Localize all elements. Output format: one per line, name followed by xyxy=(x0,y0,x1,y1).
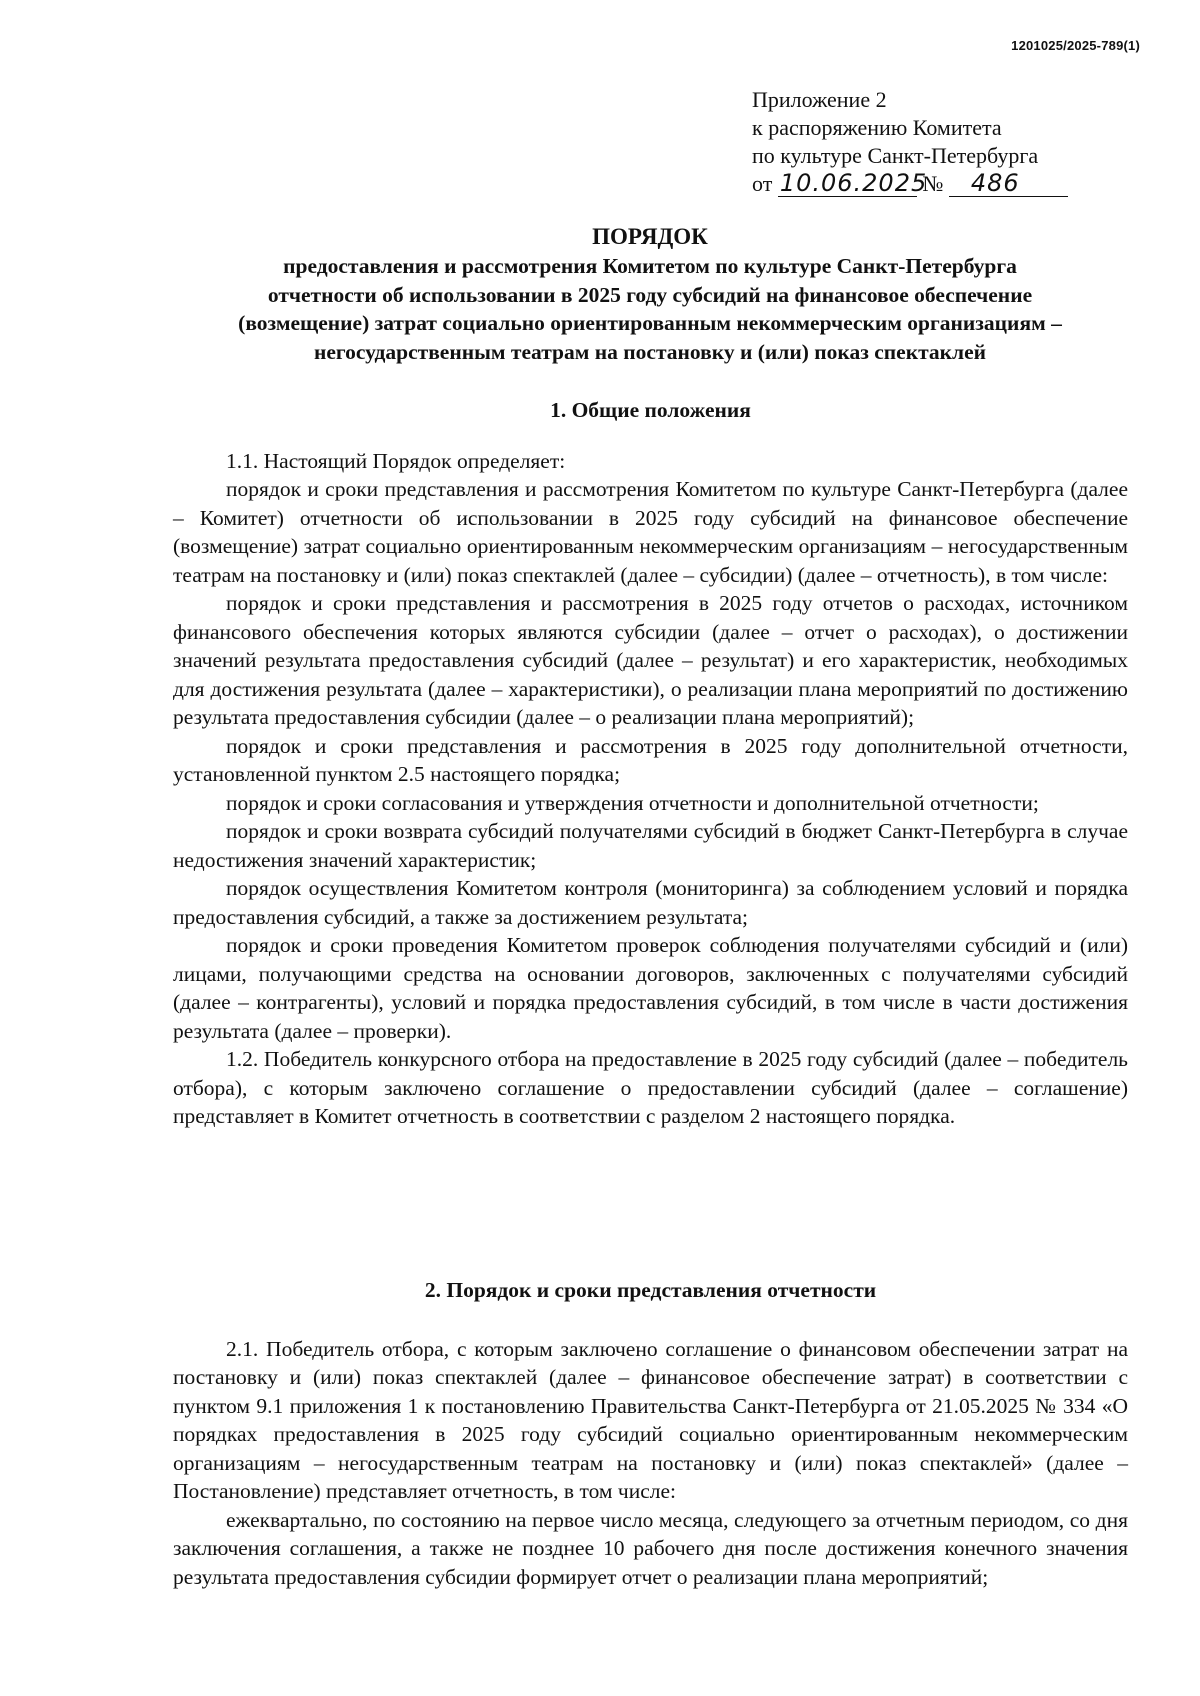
paragraph: порядок и сроки согласования и утверждения отчетности и дополнительной отчетности; xyxy=(226,790,1039,815)
paragraph: порядок и сроки проведения Комитетом проверок соблюдения получателями субсидий и (или) лицами, получающими средства на основании договоров, заключенных с получателями субсидий (далее – контрагенты), условий и порядка предоставления субсидий, в том числе в части достижения результата (далее – проверки). xyxy=(173,933,1128,1043)
paragraph: порядок и сроки представления и рассмотрения Комитетом по культуре Санкт-Петербурга (далее – Комитет) отчетности об использовании в 2025 году субсидий на финансовое обеспечение (возмещение) затрат социально ориентированным некоммерческим организациям – негосударственным театрам на постановку и (или) показ спектаклей (далее – субсидии) (далее – отчетность), в том числе: xyxy=(173,477,1128,587)
title-sub-line: (возмещение) затрат социально ориентированным некоммерческим организациям – xyxy=(238,311,1062,335)
appendix-block xyxy=(752,86,1068,198)
title-sub-line: отчетности об использовании в 2025 году субсидий на финансовое обеспечение xyxy=(267,282,1033,307)
appendix-prefix: от xyxy=(752,171,773,196)
appendix-line-3: по культуре Санкт-Петербурга xyxy=(752,143,1039,168)
section-1-heading: 1. Общие положения xyxy=(550,398,751,422)
paragraph: порядок и сроки представления и рассмотрения в 2025 году дополнительной отчетности, установленной пунктом 2.5 настоящего порядка; xyxy=(173,733,1128,786)
paragraph: порядок и сроки представления и рассмотрения в 2025 году отчетов о расходах, источником финансового обеспечения которых являются субсидии (далее – отчет о расходах), о достижении значений результата предоставления субсидий (далее – результат) и его характеристик, необходимых для достижения результата (далее – характеристики), о реализации плана мероприятий по достижению результата предоставления субсидии (далее – о реализации плана мероприятий); xyxy=(173,591,1128,729)
document-title xyxy=(170,222,1130,366)
appendix-line-1: Приложение 2 xyxy=(752,87,887,112)
title-sub-line: негосударственным театрам на постановку и (или) показ спектаклей xyxy=(313,339,987,364)
section-2-heading: 2. Порядок и сроки представления отчетности xyxy=(424,1278,877,1302)
paragraph: 2.1. Победитель отбора, с которым заключено соглашение о финансовом обеспечении затрат на постановку и (или) показ спектаклей (далее – финансовое обеспечение затрат) в соответствии с пунктом 9.1 приложения 1 к постановлению Правительства Санкт-Петербурга от 21.05.2025 № 334 «О порядках предоставления в 2025 году субсидий социально ориентированным некоммерческим организациям – негосударственным театрам на постановку и (или) показ спектаклей» (далее – Постановление) представляет отчетность, в том числе: xyxy=(173,1336,1128,1503)
paragraph: ежеквартально, по состоянию на первое число месяца, следующего за отчетным периодом, со дня заключения соглашения, а также не позднее 10 рабочего дня после достижения конечного значения результата предоставления субсидии формирует отчет о реализации плана мероприятий; xyxy=(173,1507,1128,1589)
paragraph: порядок и сроки возврата субсидий получателями субсидий в бюджет Санкт-Петербурга в случае недостижения значений характеристик; xyxy=(173,819,1128,872)
appendix-date-line xyxy=(752,170,1068,198)
paragraph: 1.2. Победитель конкурсного отбора на предоставление в 2025 году субсидий (далее – победитель отбора), с которым заключено соглашение о предоставлении субсидий (далее – соглашение) представляет в Комитет отчетность в соответствии с разделом 2 настоящего порядка. xyxy=(173,1047,1128,1128)
appendix-number-label: № xyxy=(922,171,944,196)
section-2 xyxy=(173,1276,1128,1591)
appendix-line-2: к распоряжению Комитета xyxy=(752,115,1002,140)
handwritten-date: 10.06.2025 xyxy=(779,169,928,197)
title-main: ПОРЯДОК xyxy=(592,224,708,249)
handwritten-number: 486 xyxy=(949,170,1068,197)
paragraph: порядок осуществления Комитетом контроля (мониторинга) за соблюдением условий и порядка предоставления субсидий, а также за достижением результата; xyxy=(173,876,1128,929)
title-sub-line: предоставления и рассмотрения Комитетом по культуре Санкт-Петербурга xyxy=(283,254,1017,278)
section-1 xyxy=(173,396,1128,1131)
document-id: 1201025/2025-789(1) xyxy=(1011,38,1140,53)
paragraph: 1.1. Настоящий Порядок определяет: xyxy=(226,448,566,473)
